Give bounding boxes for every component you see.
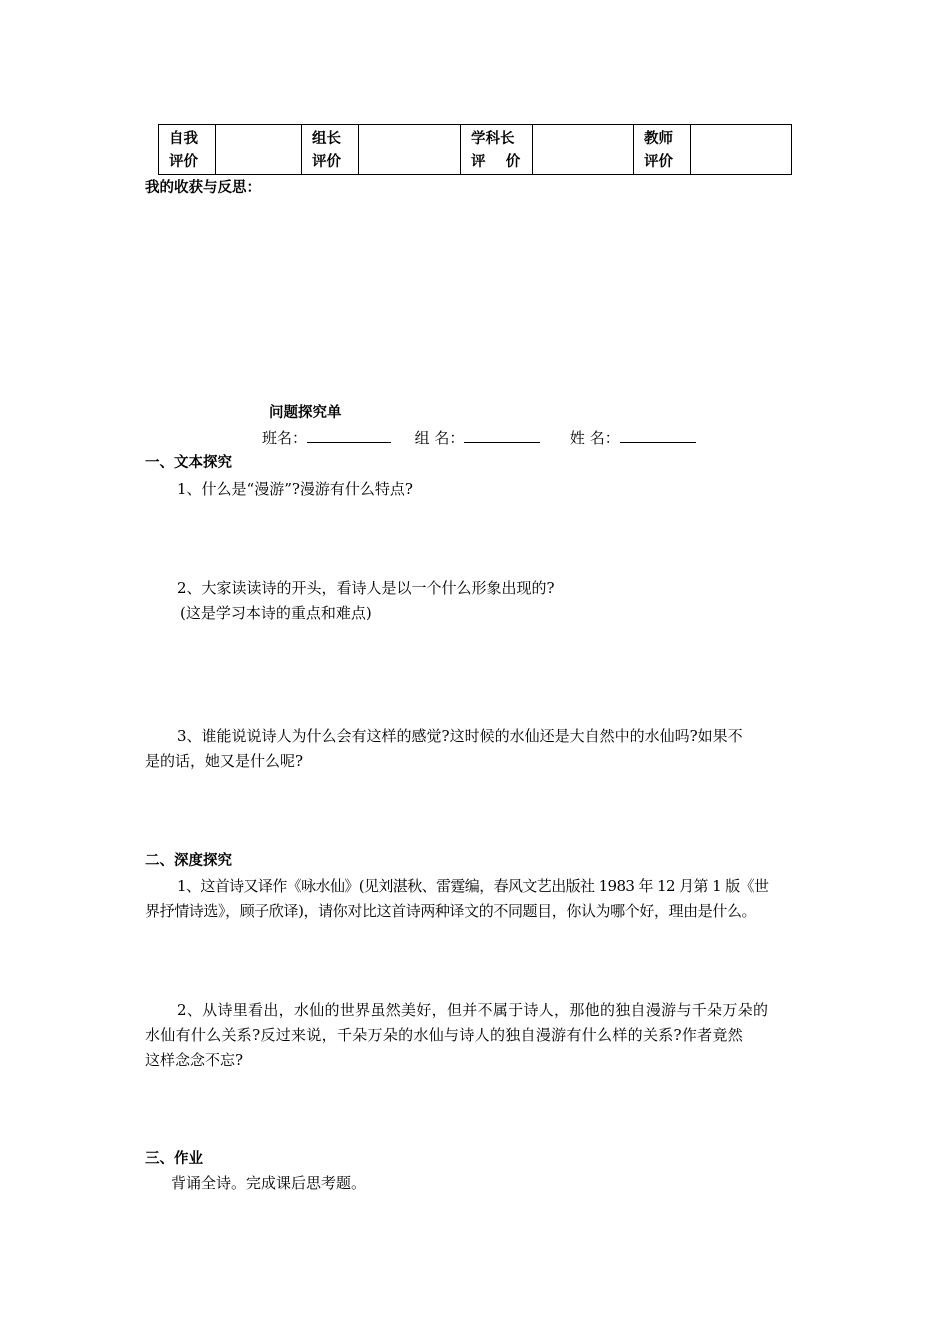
section2-q2-line3: 这样念念不忘? (145, 1051, 244, 1069)
worksheet-title: 问题探究单 (269, 404, 342, 421)
self-eval-label: 自我 评价 (159, 125, 216, 175)
section2-heading: 二、深度探究 (145, 852, 232, 869)
section2-q2-line2: 水仙有什么关系?反过来说，千朵万朵的水仙与诗人的独自漫游有什么样的关系?作者竟然 (145, 1026, 744, 1044)
teacher-eval-cell[interactable] (691, 125, 792, 175)
leader-eval-label: 组长 评价 (302, 125, 359, 175)
subject-head-eval-label: 学科长 评 价 (461, 125, 533, 175)
section1-q2: 2、大家读读诗的开头，看诗人是以一个什么形象出现的? (177, 579, 555, 597)
section2-q1-line1: 1、这首诗又译作《咏水仙》(见刘湛秋、雷霆编，春风文艺出版社 1983 年 12 月第 1 版《世 (177, 877, 769, 895)
leader-eval-cell[interactable] (359, 125, 461, 175)
section1-q2-note: (这是学习本诗的重点和难点) (180, 604, 372, 622)
section1-q3-line1: 3、谁能说说诗人为什么会有这样的感觉?这时候的水仙还是大自然中的水仙吗?如果不 (177, 727, 743, 745)
class-blank[interactable] (307, 427, 391, 443)
self-eval-cell[interactable] (216, 125, 302, 175)
section1-heading: 一、文本探究 (145, 454, 232, 471)
group-label: 组 名： (414, 429, 465, 447)
section1-q1: 1、什么是“漫游”?漫游有什么特点? (177, 480, 413, 498)
name-label: 姓 名： (569, 429, 620, 447)
worksheet-info-row (262, 427, 696, 449)
evaluation-table (158, 124, 792, 175)
subject-head-eval-cell[interactable] (533, 125, 634, 175)
name-blank[interactable] (620, 427, 696, 443)
section3-heading: 三、作业 (145, 1150, 203, 1167)
group-blank[interactable] (464, 427, 540, 443)
teacher-eval-label: 教师 评价 (634, 125, 691, 175)
section2-q2-line1: 2、从诗里看出，水仙的世界虽然美好，但并不属于诗人，那他的独自漫游与千朵万朵的 (177, 1001, 769, 1019)
section3-content: 背诵全诗。完成课后思考题。 (171, 1174, 367, 1192)
section1-q3-line2: 是的话，她又是什么呢? (145, 752, 304, 770)
class-label: 班名： (262, 429, 308, 447)
section2-q1-line2: 界抒情诗选》，顾子欣译)，请你对比这首诗两种译文的不同题目，你认为哪个好，理由是什么。 (145, 902, 757, 920)
reflection-label: 我的收获与反思： (145, 179, 261, 196)
